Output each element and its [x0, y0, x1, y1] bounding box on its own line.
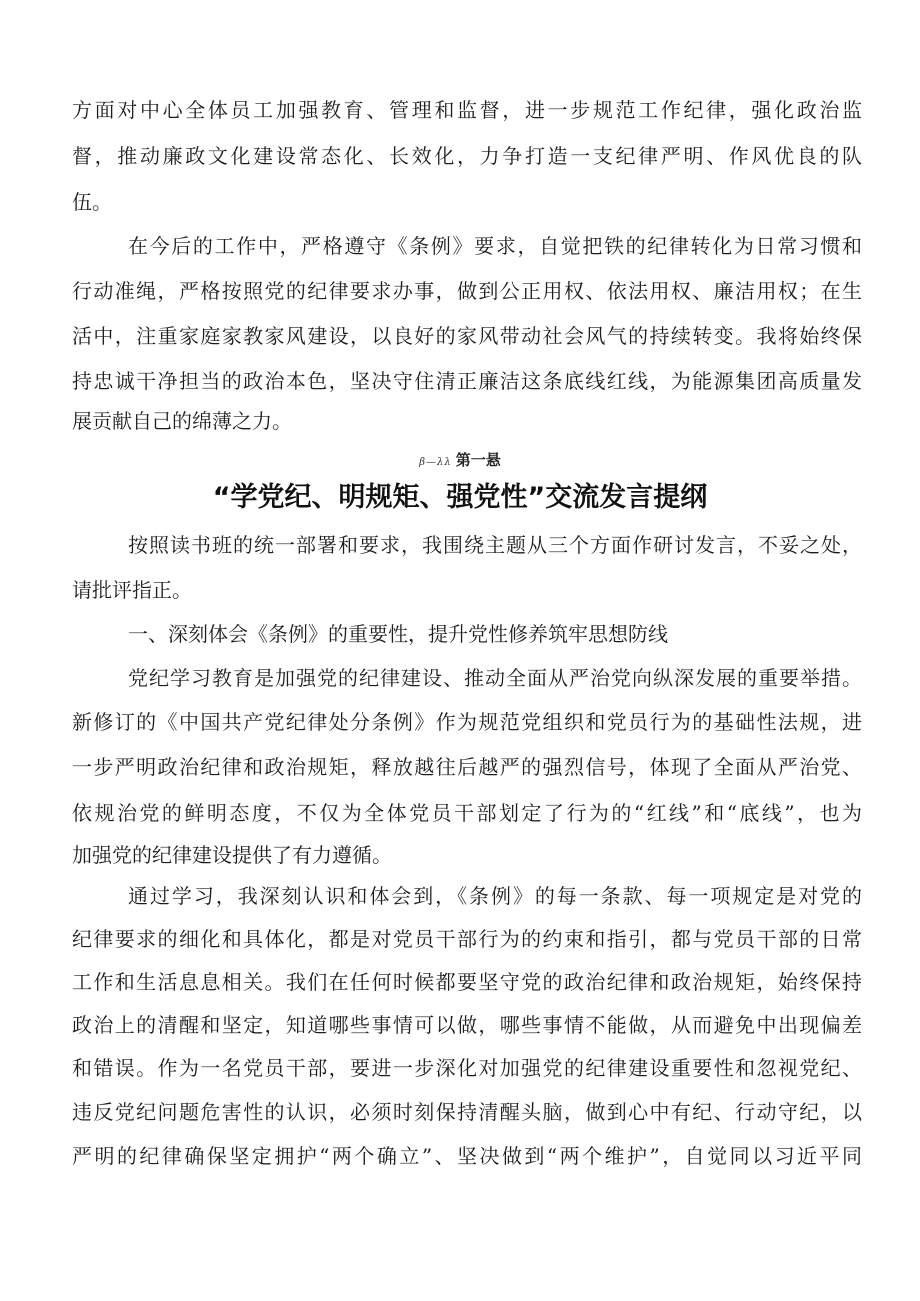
paragraph-line: 督，推动廉政文化建设常态化、长效化，力争打造一支纪律严明、作风优良的队 — [72, 144, 862, 168]
section-label-prefix: β—λλ — [419, 457, 452, 468]
paragraph-line: 通过学习，我深刻认识和体会到，《条例》的每一条款、每一项规定是对党的 — [128, 884, 862, 908]
section-label-text: 第一悬 — [455, 451, 501, 469]
paragraph-line: 违反党纪问题危害性的认识，必须时刻保持清醒头脑，做到心中有纪、行动守纪，以 — [72, 1100, 862, 1124]
section-heading: 一、深刻体会《条例》的重要性，提升党性修养筑牢思想防线 — [128, 622, 668, 646]
document-title: “学党纪、明规矩、强党性”交流发言提纲 — [212, 482, 708, 513]
paragraph-line: 活中，注重家庭家教家风建设，以良好的家风带动社会风气的持续转变。我将始终保 — [72, 324, 862, 348]
paragraph-line: 一步严明政治纪律和政治规矩，释放越往后越严的强烈信号，体现了全面从严治党、 — [72, 755, 862, 779]
paragraph-line: 展贡献自己的绵薄之力。 — [72, 409, 292, 433]
paragraph-line: 纪律要求的细化和具体化，都是对党员干部行为的约束和指引，都与党员干部的日常 — [72, 927, 862, 951]
paragraph-line: 方面对中心全体员工加强教育、管理和监督，进一步规范工作纪律，强化政治监 — [72, 98, 862, 122]
paragraph-line: 政治上的清醒和坚定，知道哪些事情可以做，哪些事情不能做，从而避免中出现偏差 — [72, 1013, 862, 1037]
paragraph-line: 加强党的纪律建设提供了有力遵循。 — [72, 843, 392, 867]
paragraph-line: 伍。 — [72, 190, 112, 214]
section-label — [0, 450, 920, 473]
paragraph-line: 严明的纪律确保坚定拥护“两个确立”、坚决做到“两个维护”，自觉同以习近平同 — [72, 1144, 862, 1168]
paragraph-line: 在今后的工作中，严格遵守《条例》要求，自觉把铁的纪律转化为日常习惯和 — [128, 234, 862, 258]
paragraph-line: 工作和生活息息相关。我们在任何时候都要坚守党的政治纪律和政治规矩，始终保持 — [72, 970, 862, 994]
paragraph-line: 按照读书班的统一部署和要求，我围绕主题从三个方面作研讨发言，不妥之处， — [128, 533, 862, 557]
paragraph-line: 依规治党的鲜明态度，不仅为全体党员干部划定了行为的“红线”和“底线”，也为 — [72, 801, 862, 825]
paragraph-line: 行动准绳，严格按照党的纪律要求办事，做到公正用权、依法用权、廉洁用权；在生 — [72, 279, 862, 303]
paragraph-line: 新修订的《中国共产党纪律处分条例》作为规范党组织和党员行为的基础性法规，进 — [72, 710, 862, 734]
paragraph-line: 请批评指正。 — [72, 578, 192, 602]
paragraph-line: 持忠诚干净担当的政治本色，坚决守住清正廉洁这条底线红线，为能源集团高质量发 — [72, 369, 862, 393]
paragraph-line: 党纪学习教育是加强党的纪律建设、推动全面从严治党向纵深发展的重要举措。 — [128, 666, 862, 690]
paragraph-line: 和错误。作为一名党员干部，要进一步深化对加强党的纪律建设重要性和忽视党纪、 — [72, 1056, 862, 1080]
